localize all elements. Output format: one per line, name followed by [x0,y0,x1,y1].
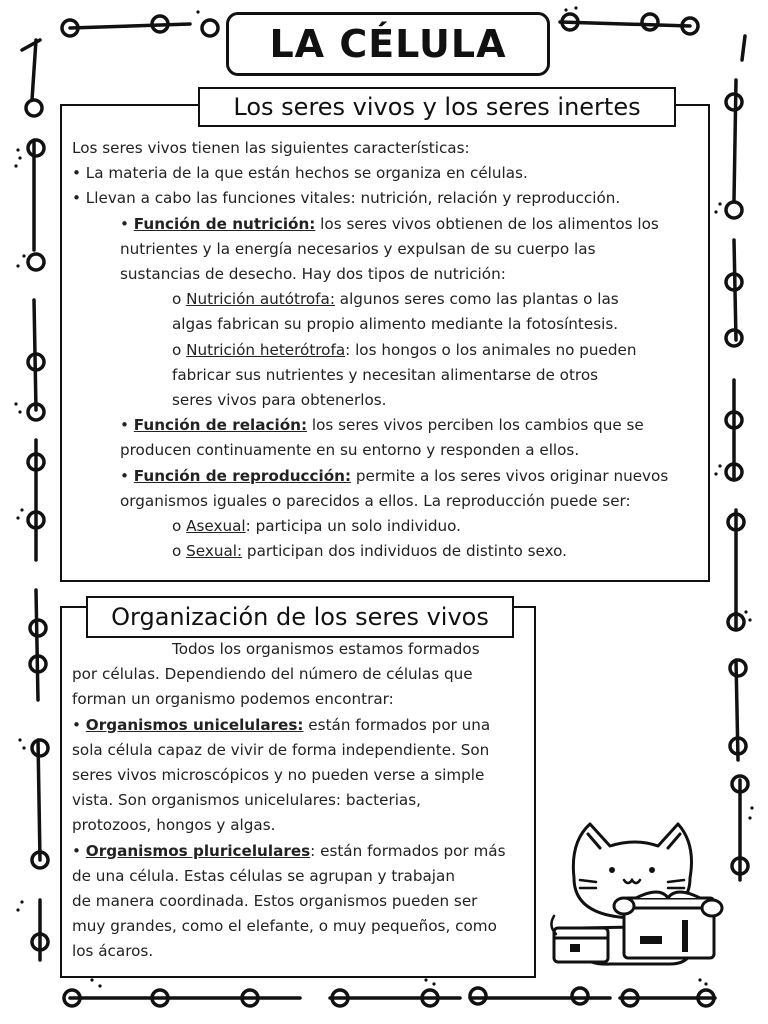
section-organizacion-text [72,637,505,965]
funcion-nutricion: • Función de nutrición: los seres vivos obtienen de los alimentos los [120,214,659,233]
page-title: LA CÉLULA [269,22,507,66]
text-line: de manera coordinada. Estos organismos pueden ser [72,892,478,911]
text-line: producen continuamente en su entorno y responden a ellos. [120,441,580,460]
funcion-nutricion-label: Función de nutrición: [133,214,316,233]
text-line: muy grandes, como el elefante, o muy pequeños, como [72,917,497,936]
funcion-reproduccion: • Función de reproducción: permite a los seres vivos originar nuevos [120,466,669,485]
text-line: los ácaros. [72,942,154,961]
bullet-materia: • La materia de la que están hechos se organiza en células. [72,164,528,183]
section-seres-vivos-heading-box [198,87,676,127]
text-line: sustancias de desecho. Hay dos tipos de nutrición: [120,265,506,284]
section-seres-vivos-heading: Los seres vivos y los seres inertes [233,93,641,121]
reproduccion-sexual: o Sexual: participan dos individuos de distinto sexo. [172,542,567,561]
text-line: forman un organismo podemos encontrar: [72,690,394,709]
text-line: protozoos, hongos y algas. [72,816,276,835]
text-line: algas fabrican su propio alimento mediante la fotosíntesis. [172,315,619,334]
organismos-pluricelulares: • Organismos pluricelulares: están formados por más [72,841,506,860]
title-banner [226,12,550,76]
bullet-funciones: • Llevan a cabo las funciones vitales: nutrición, relación y reproducción. [72,189,621,208]
text-line: de una célula. Estas células se agrupan y trabajan [72,866,455,885]
text-line: seres vivos microscópicos y no pueden verse a simple [72,766,485,785]
nutricion-heterotrofa: o Nutrición heterótrofa: los hongos o los animales no pueden [172,340,637,359]
section-organizacion-heading: Organización de los seres vivos [111,603,489,631]
section-organizacion-heading-box [86,596,514,638]
cat-reading-book-icon [540,816,730,966]
organismos-unicelulares: • Organismos unicelulares: están formados por una [72,715,491,734]
text-line: seres vivos para obtenerlos. [172,391,387,410]
section-seres-vivos-text [72,136,668,564]
text-line: fabricar sus nutrientes y necesitan alimentarse de otros [172,365,599,384]
funcion-relacion: • Función de relación: los seres vivos perciben los cambios que se [120,416,644,435]
text-line: Todos los organismos estamos formados [172,640,480,658]
intro-line: Los seres vivos tienen las siguientes características: [72,139,470,157]
text-line: vista. Son organismos unicelulares: bacterias, [72,791,421,810]
text-line: por células. Dependiendo del número de células que [72,665,473,684]
nutricion-autotrofa: o Nutrición autótrofa: algunos seres como las plantas o las [172,290,619,309]
text-line: nutrientes y la energía necesarios y expulsan de su cuerpo las [120,239,596,258]
text-line: organismos iguales o parecidos a ellos. La reproducción puede ser: [120,491,631,510]
text-line: sola célula capaz de vivir de forma independiente. Son [72,740,490,759]
reproduccion-asexual: o Asexual: participa un solo individuo. [172,517,461,536]
